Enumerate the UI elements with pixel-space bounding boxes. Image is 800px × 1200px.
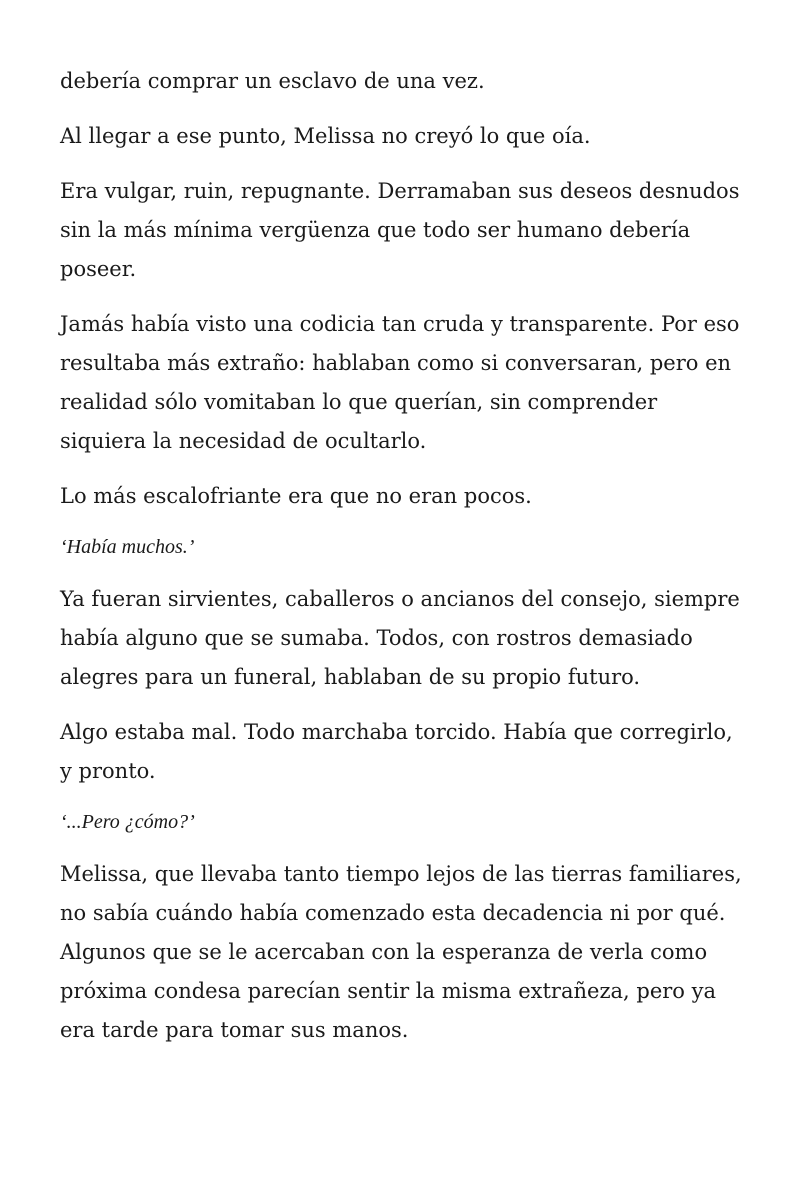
paragraph: Lo más escalofriante era que no eran pocos. [60, 484, 532, 508]
paragraph: Ya fueran sirvientes, caballeros o ancianos del consejo, siempre había alguno que se sumaba. Todos, con rostros demasiado alegres para un funeral, hablaban de su propio futuro. [60, 587, 740, 689]
paragraph: debería comprar un esclavo de una vez. [60, 69, 485, 93]
paragraph: Algo estaba mal. Todo marchaba torcido. Había que corregirlo, y pronto. [60, 720, 733, 783]
paragraph: Jamás había visto una codicia tan cruda y transparente. Por eso resultaba más extraño: hablaban como si conversaran, pero en realidad sólo vomitaban lo que querían, sin comprender siquiera la necesidad de ocultarlo. [60, 312, 740, 453]
paragraph: Al llegar a ese punto, Melissa no creyó lo que oía. [60, 124, 591, 148]
paragraph: Era vulgar, ruin, repugnante. Derramaban sus deseos desnudos sin la más mínima vergüenza que todo ser humano debería poseer. [60, 179, 740, 281]
paragraph: Melissa, que llevaba tanto tiempo lejos de las tierras familiares, no sabía cuándo había comenzado esta decadencia ni por qué. Algunos que se le acercaban con la esperanza de verla como próxima condesa parecían sentir la misma extrañeza, pero ya era tarde para tomar sus manos. [60, 862, 742, 1042]
document-page [60, 62, 750, 1066]
inner-thought: ‘...Pero ¿cómo?’ [60, 811, 195, 833]
inner-thought: ‘Había muchos.’ [60, 536, 195, 558]
